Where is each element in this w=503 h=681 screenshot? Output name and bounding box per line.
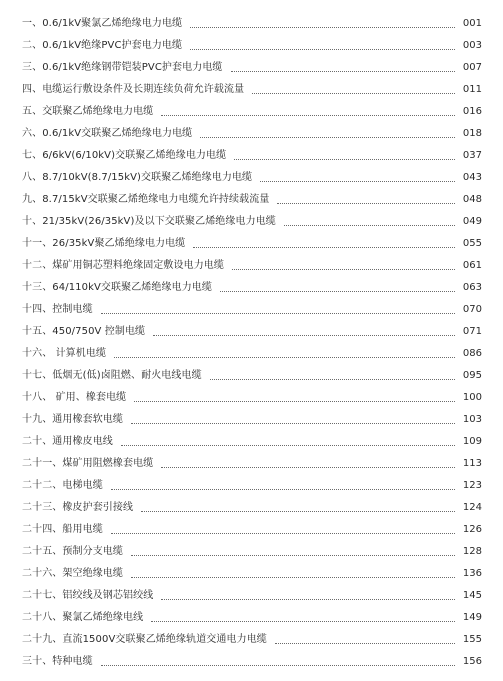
toc-entry-13[interactable] (22, 273, 482, 295)
toc-entry-title: 六、0.6/1kV交联聚乙烯绝缘电力电缆 (22, 128, 193, 139)
toc-entry-17[interactable] (22, 361, 482, 383)
toc-entry-page: 048 (462, 194, 482, 205)
dot-leader (111, 489, 455, 490)
toc-entry-title: 二十一、煤矿用阻燃橡套电缆 (22, 458, 154, 469)
toc-entry-page: 055 (462, 238, 482, 249)
toc-entry-title: 二、0.6/1kV绝缘PVC护套电力电缆 (22, 40, 183, 51)
toc-entry-page: 145 (462, 590, 482, 601)
dot-leader (131, 577, 455, 578)
toc-entry-title: 二十九、直流1500V交联聚乙烯绝缘轨道交通电力电缆 (22, 634, 267, 645)
toc-entry-14[interactable] (22, 295, 482, 317)
dot-leader (161, 599, 455, 600)
toc-entry-7[interactable] (22, 141, 482, 163)
toc-entry-10[interactable] (22, 207, 482, 229)
toc-entry-title: 二十六、架空绝缘电缆 (22, 568, 123, 579)
toc-entry-title: 二十四、船用电缆 (22, 524, 103, 535)
toc-entry-title: 十二、煤矿用铜芯塑料绝缘固定敷设电力电缆 (22, 260, 224, 271)
toc-entry-20[interactable] (22, 427, 482, 449)
dot-leader (134, 401, 455, 402)
toc-entry-title: 二十三、橡皮护套引接线 (22, 502, 134, 513)
dot-leader (161, 115, 455, 116)
toc-entry-title: 二十七、铝绞线及钢芯铝绞线 (22, 590, 154, 601)
dot-leader (234, 159, 455, 160)
toc-entry-15[interactable] (22, 317, 482, 339)
toc-entry-title: 十四、控制电缆 (22, 304, 93, 315)
toc-entry-4[interactable] (22, 75, 482, 97)
toc-entry-page: 155 (462, 634, 482, 645)
toc-entry-18[interactable] (22, 383, 482, 405)
toc-entry-8[interactable] (22, 163, 482, 185)
toc-entry-page: 070 (462, 304, 482, 315)
dot-leader (231, 71, 455, 72)
toc-entry-30[interactable] (22, 647, 482, 669)
toc-entry-title: 十五、450/750V 控制电缆 (22, 326, 146, 337)
toc-entry-page: 113 (462, 458, 482, 469)
dot-leader (193, 247, 455, 248)
toc-entry-1[interactable] (22, 9, 482, 31)
toc-entry-title: 二十二、电梯电缆 (22, 480, 103, 491)
toc-entry-title: 二十、通用橡皮电线 (22, 436, 113, 447)
toc-entry-23[interactable] (22, 493, 482, 515)
toc-entry-26[interactable] (22, 559, 482, 581)
toc-entry-16[interactable] (22, 339, 482, 361)
toc-entry-5[interactable] (22, 97, 482, 119)
toc-entry-19[interactable] (22, 405, 482, 427)
toc-entry-25[interactable] (22, 537, 482, 559)
toc-entry-title: 十三、64/110kV交联聚乙烯绝缘电力电缆 (22, 282, 213, 293)
toc-entry-page: 011 (462, 84, 482, 95)
toc-entry-12[interactable] (22, 251, 482, 273)
toc-entry-page: 103 (462, 414, 482, 425)
toc-entry-27[interactable] (22, 581, 482, 603)
toc-entry-title: 五、交联聚乙烯绝缘电力电缆 (22, 106, 154, 117)
toc-entry-title: 十一、26/35kV聚乙烯绝缘电力电缆 (22, 238, 186, 249)
toc-entry-6[interactable] (22, 119, 482, 141)
toc-entry-title: 十八、 矿用、橡套电缆 (22, 392, 127, 403)
toc-entry-title: 十九、通用橡套软电缆 (22, 414, 123, 425)
toc-entry-page: 095 (462, 370, 482, 381)
toc-entry-page: 001 (462, 18, 482, 29)
dot-leader (101, 313, 455, 314)
toc-entry-title: 十六、 计算机电缆 (22, 348, 107, 359)
toc-entry-page: 007 (462, 62, 482, 73)
toc-entry-page: 128 (462, 546, 482, 557)
toc-entry-page: 061 (462, 260, 482, 271)
dot-leader (190, 27, 455, 28)
toc-entry-page: 126 (462, 524, 482, 535)
dot-leader (210, 379, 455, 380)
toc-entry-28[interactable] (22, 603, 482, 625)
toc-entry-page: 071 (462, 326, 482, 337)
dot-leader (101, 665, 455, 666)
dot-leader (111, 533, 455, 534)
toc-entry-9[interactable] (22, 185, 482, 207)
dot-leader (260, 181, 455, 182)
toc-entry-3[interactable] (22, 53, 482, 75)
dot-leader (275, 643, 455, 644)
toc-entry-title: 二十八、聚氯乙烯绝缘电线 (22, 612, 144, 623)
toc-entry-title: 十七、低烟无(低)卤阻燃、耐火电线电缆 (22, 370, 202, 381)
toc-entry-title: 八、8.7/10kV(8.7/15kV)交联聚乙烯绝缘电力电缆 (22, 172, 253, 183)
toc-entry-11[interactable] (22, 229, 482, 251)
toc-entry-24[interactable] (22, 515, 482, 537)
dot-leader (277, 203, 454, 204)
dot-leader (131, 423, 455, 424)
toc-entry-title: 三十、特种电缆 (22, 656, 93, 667)
toc-entry-page: 018 (462, 128, 482, 139)
dot-leader (121, 445, 455, 446)
toc-entry-page: 124 (462, 502, 482, 513)
dot-leader (131, 555, 455, 556)
toc-entry-page: 037 (462, 150, 482, 161)
toc-entry-title: 七、6/6kV(6/10kV)交联聚乙烯绝缘电力电缆 (22, 150, 227, 161)
toc-entry-title: 十、21/35kV(26/35kV)及以下交联聚乙烯绝缘电力电缆 (22, 216, 276, 227)
toc-entry-page: 043 (462, 172, 482, 183)
toc-entry-21[interactable] (22, 449, 482, 471)
dot-leader (232, 269, 455, 270)
toc-entry-29[interactable] (22, 625, 482, 647)
toc-entry-page: 156 (462, 656, 482, 667)
toc-entry-2[interactable] (22, 31, 482, 53)
dot-leader (141, 511, 455, 512)
dot-leader (200, 137, 455, 138)
toc-entry-page: 086 (462, 348, 482, 359)
toc-entry-page: 003 (462, 40, 482, 51)
toc-entry-title: 二十五、预制分支电缆 (22, 546, 123, 557)
table-of-contents (22, 9, 482, 669)
dot-leader (252, 93, 455, 94)
toc-entry-page: 049 (462, 216, 482, 227)
dot-leader (161, 467, 455, 468)
dot-leader (153, 335, 455, 336)
toc-entry-title: 三、0.6/1kV绝缘钢带铠装PVC护套电力电缆 (22, 62, 223, 73)
toc-entry-title: 九、8.7/15kV交联聚乙烯绝缘电力电缆允许持续载流量 (22, 194, 270, 205)
toc-entry-page: 123 (462, 480, 482, 491)
toc-entry-page: 109 (462, 436, 482, 447)
toc-entry-title: 四、电缆运行敷设条件及长期连续负荷允许载流量 (22, 84, 245, 95)
toc-entry-title: 一、0.6/1kV聚氯乙烯绝缘电力电缆 (22, 18, 183, 29)
toc-entry-page: 016 (462, 106, 482, 117)
dot-leader (190, 49, 455, 50)
toc-entry-page: 063 (462, 282, 482, 293)
dot-leader (220, 291, 455, 292)
dot-leader (114, 357, 455, 358)
dot-leader (151, 621, 455, 622)
toc-entry-page: 136 (462, 568, 482, 579)
toc-entry-page: 100 (462, 392, 482, 403)
dot-leader (284, 225, 455, 226)
toc-entry-page: 149 (462, 612, 482, 623)
toc-entry-22[interactable] (22, 471, 482, 493)
